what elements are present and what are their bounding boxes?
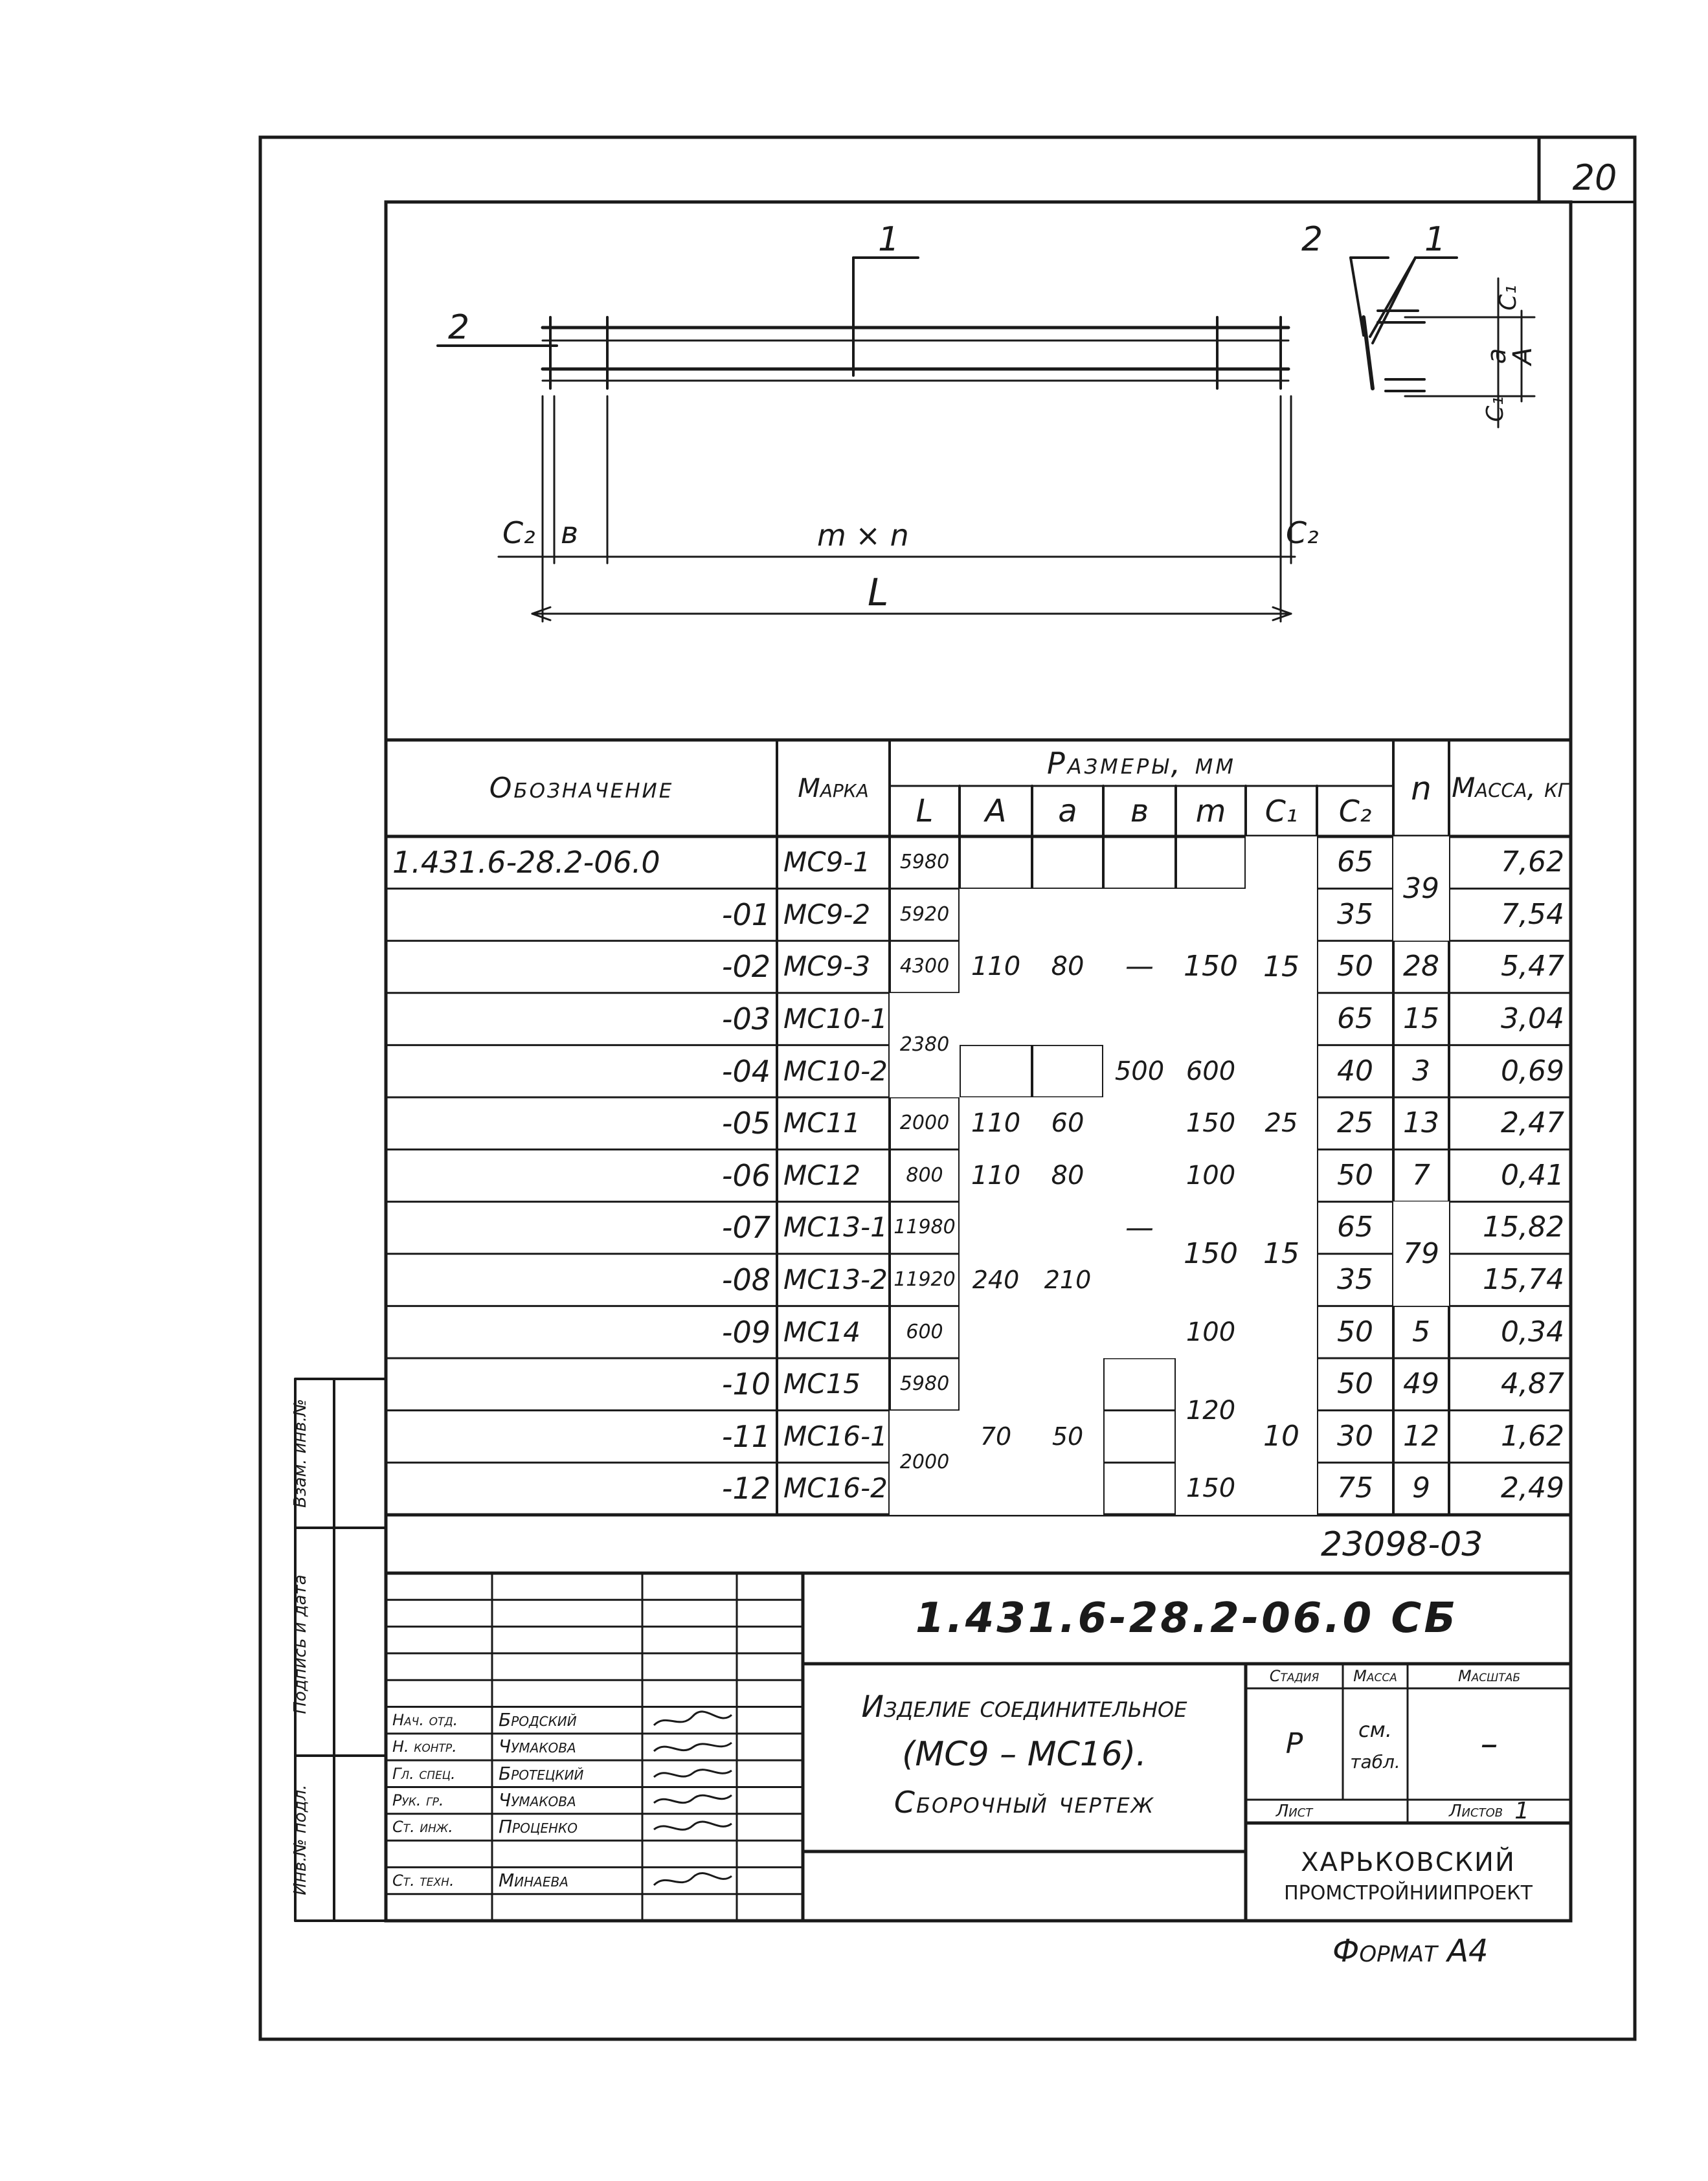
- handwritten-signature: [647, 1707, 738, 1734]
- cell-mass: 2,49: [1501, 1471, 1564, 1505]
- side-label-c1-bottom: C₁: [1482, 396, 1509, 422]
- signature-role: Гл. спец.: [392, 1764, 456, 1783]
- side-callout-2: 2: [1301, 220, 1323, 259]
- cell-n: 28: [1403, 950, 1439, 983]
- cell-L: 5980: [899, 1372, 950, 1396]
- merged-cell-a-60-05: 60: [1032, 1097, 1103, 1150]
- cell-designation: -06: [721, 1158, 770, 1193]
- cell-c2: 50: [1337, 1158, 1373, 1192]
- cell-n: 49: [1403, 1367, 1439, 1401]
- merged-cell-a-80-06: 80: [1032, 1150, 1103, 1202]
- handwritten-signature: [647, 1734, 738, 1760]
- cell-n: 12: [1403, 1419, 1439, 1453]
- merged-cell-c1-15-top: 15: [1246, 836, 1317, 1097]
- merged-cell-c1-25-05: 25: [1246, 1097, 1317, 1150]
- side-stamp-inventory-label: Инв.№ подл.: [291, 1784, 310, 1896]
- cell-L: 600: [906, 1320, 943, 1343]
- cell-designation: 1.431.6-28.2-06.0: [392, 845, 660, 880]
- dim-label-mxn: m × n: [817, 518, 909, 553]
- handwritten-signature: [647, 1814, 738, 1840]
- format-label: Формат А4: [1332, 1933, 1489, 1969]
- signature-name: Минаева: [499, 1870, 568, 1892]
- sheet-number: 20: [1572, 157, 1617, 198]
- merged-cell-m-600: 600: [1176, 1045, 1246, 1097]
- cell-L: 11920: [893, 1268, 956, 1292]
- cell-c2: 65: [1337, 1002, 1373, 1036]
- cell-mark: МС13-2: [783, 1264, 888, 1296]
- cell-designation: -08: [721, 1262, 770, 1298]
- document-code: 1.431.6-28.2-06.0 СБ: [915, 1594, 1459, 1642]
- cell-designation: -12: [721, 1471, 770, 1506]
- merged-cell-a-210: 210: [1032, 1202, 1103, 1358]
- cell-c2: 75: [1337, 1471, 1373, 1505]
- cell-mass: 0,34: [1501, 1315, 1564, 1348]
- cell-mark: МС10-2: [783, 1055, 888, 1087]
- merged-cell-L-2000: 2000: [890, 1411, 960, 1515]
- cell-designation: -07: [721, 1210, 770, 1246]
- cell-L: 800: [906, 1163, 943, 1187]
- stage-value: Р: [1285, 1727, 1303, 1760]
- cell-designation: -03: [721, 1001, 770, 1037]
- item-name-line3: Сборочный чертеж: [893, 1785, 1155, 1820]
- merged-cell-m-100-09: 100: [1176, 1306, 1246, 1358]
- side-stamp-replacement-label: Взам. инв.№: [291, 1398, 310, 1508]
- signature-name: Чумакова: [499, 1736, 576, 1758]
- item-name-line1: Изделие соединительное: [861, 1689, 1187, 1724]
- cell-L: 2000: [899, 1112, 950, 1135]
- signature-role: Ст. техн.: [392, 1872, 455, 1890]
- cell-c2: 50: [1337, 1315, 1373, 1348]
- cell-mass: 0,69: [1501, 1054, 1564, 1088]
- merged-cell-a-50: 50: [1032, 1358, 1103, 1515]
- cell-mark: МС9-1: [783, 846, 871, 878]
- item-name-line2: (МС9 – МС16).: [902, 1735, 1147, 1774]
- side-label-a: a: [1482, 348, 1512, 364]
- scale-label: Масштаб: [1457, 1667, 1521, 1685]
- cell-mark: МС9-2: [783, 898, 871, 930]
- dim-label-c2-right: C₂: [1286, 515, 1319, 550]
- cell-mass: 15,82: [1483, 1211, 1564, 1244]
- cell-mass: 7,62: [1501, 845, 1564, 879]
- cell-designation: -04: [721, 1053, 770, 1089]
- merged-cell-A-110-06: 110: [960, 1150, 1032, 1202]
- header-A: A: [985, 793, 1007, 829]
- mass-value-line1: см.: [1358, 1717, 1392, 1742]
- cell-mass: 2,47: [1501, 1106, 1564, 1140]
- merged-cell-b-dash-mid: —: [1103, 1097, 1176, 1358]
- cell-mark: МС16-2: [783, 1472, 888, 1504]
- cell-c2: 40: [1337, 1054, 1373, 1088]
- sheet-label: Лист: [1275, 1802, 1313, 1821]
- side-label-A: A: [1508, 347, 1538, 365]
- dim-label-L: L: [868, 570, 889, 614]
- merged-cell-n-39: 39: [1393, 836, 1449, 941]
- side-stamp-signature-date-label: Подпись и дата: [291, 1574, 310, 1714]
- merged-cell-n-79: 79: [1393, 1202, 1449, 1306]
- cell-c2: 35: [1337, 897, 1373, 931]
- cell-mass: 1,62: [1501, 1419, 1564, 1453]
- merged-cell-A-70: 70: [960, 1358, 1032, 1515]
- cell-n: 3: [1412, 1054, 1430, 1088]
- signature-role: Ст. инж.: [392, 1818, 453, 1837]
- cell-L: 4300: [899, 955, 950, 978]
- cell-c2: 35: [1337, 1263, 1373, 1297]
- cell-n: 15: [1403, 1002, 1439, 1036]
- cell-designation: -10: [721, 1367, 770, 1402]
- cell-mark: МС13-1: [783, 1211, 888, 1244]
- cell-mark: МС16-1: [783, 1420, 888, 1452]
- cell-L: 5980: [899, 851, 950, 874]
- cell-mark: МС12: [783, 1159, 861, 1191]
- merged-cell-A-240: 240: [960, 1202, 1032, 1358]
- assembly-sketch: [438, 258, 1295, 621]
- header-b: в: [1130, 793, 1149, 829]
- merged-cell-a-80-top: 80: [1032, 889, 1103, 1046]
- signature-role: Нач. отд.: [392, 1711, 458, 1730]
- merged-cell-L-2380: 2380: [890, 993, 960, 1097]
- signature-name: Проценко: [499, 1816, 578, 1838]
- side-callout-1: 1: [1424, 220, 1446, 259]
- item-name: [803, 1664, 1246, 1851]
- mass-value: [1343, 1688, 1408, 1800]
- cell-n: 7: [1412, 1158, 1430, 1192]
- cell-designation: -02: [721, 949, 770, 985]
- handwritten-signature: [647, 1760, 738, 1787]
- signature-name: [492, 1840, 642, 1867]
- header-designation: Обозначение: [489, 771, 674, 805]
- cell-c2: 50: [1337, 950, 1373, 983]
- stage-label: Стадия: [1269, 1667, 1320, 1685]
- cell-mark: МС9-3: [783, 950, 871, 983]
- cell-n: 13: [1403, 1106, 1439, 1140]
- header-c1: C₁: [1264, 794, 1298, 829]
- cell-mark: МС15: [783, 1368, 861, 1400]
- signature-name: Бротецкий: [499, 1762, 584, 1784]
- cell-c2: 65: [1337, 845, 1373, 879]
- cell-c2: 25: [1337, 1106, 1373, 1140]
- callout-2: 2: [448, 308, 470, 347]
- cell-n: 9: [1412, 1471, 1430, 1505]
- cell-mass: 0,41: [1501, 1158, 1564, 1192]
- mass-label: Масса: [1353, 1667, 1397, 1685]
- header-n: n: [1411, 769, 1432, 807]
- sheets-value: 1: [1514, 1798, 1529, 1824]
- merged-cell-c1-10: 10: [1246, 1358, 1317, 1515]
- cell-mass: 5,47: [1501, 950, 1564, 983]
- signature-name: Чумакова: [499, 1789, 576, 1811]
- header-m: m: [1195, 793, 1226, 829]
- cell-mass: 4,87: [1501, 1367, 1564, 1401]
- side-label-c1-top: C₁: [1495, 285, 1522, 311]
- callout-1: 1: [878, 220, 900, 259]
- merged-cell-m-150-mid: 150: [1176, 1202, 1246, 1306]
- organization-line1: ХАРЬКОВСКИЙ: [1301, 1848, 1516, 1877]
- merged-cell-b-dash-top: —: [1103, 889, 1176, 1046]
- signature-role: [386, 1840, 492, 1867]
- merged-cell-m-150-top: 150: [1176, 889, 1246, 1046]
- merged-cell-A-110-top: 110: [960, 889, 1032, 1046]
- cell-L: 5920: [899, 902, 950, 926]
- merged-cell-m-150-12: 150: [1176, 1462, 1246, 1515]
- cell-c2: 50: [1337, 1367, 1373, 1401]
- archive-number: 23098-03: [1321, 1525, 1483, 1564]
- header-mass: Масса, кг: [1452, 772, 1568, 804]
- merged-cell-m-150-05: 150: [1176, 1097, 1246, 1150]
- dim-label-b: в: [561, 515, 579, 550]
- signature-role: Н. контр.: [392, 1738, 457, 1756]
- cell-mark: МС10-1: [783, 1003, 888, 1035]
- sheets-label-text: Листов: [1448, 1802, 1503, 1821]
- cell-designation: -09: [721, 1314, 770, 1350]
- organization: [1246, 1823, 1571, 1921]
- cell-c2: 65: [1337, 1211, 1373, 1244]
- merged-cell-m-100-06: 100: [1176, 1150, 1246, 1202]
- cell-mass: 7,54: [1501, 897, 1564, 931]
- header-L: L: [916, 793, 934, 829]
- header-mark: Марка: [798, 773, 869, 803]
- cell-mass: 15,74: [1483, 1263, 1564, 1297]
- cell-mark: МС14: [783, 1315, 861, 1348]
- cell-mark: МС11: [783, 1107, 861, 1139]
- scale-value: –: [1480, 1723, 1498, 1764]
- mass-value-line2: табл.: [1350, 1751, 1400, 1773]
- merged-cell-m-120: 120: [1176, 1358, 1246, 1462]
- handwritten-signature: [647, 1867, 738, 1894]
- cell-designation: -05: [721, 1106, 770, 1141]
- signature-role: Рук. гр.: [392, 1791, 444, 1810]
- handwritten-signature: [647, 1787, 738, 1813]
- cell-n: 5: [1412, 1315, 1430, 1348]
- cell-designation: -01: [721, 897, 770, 932]
- dim-label-c2-left: C₂: [502, 515, 535, 550]
- cell-designation: -11: [721, 1418, 770, 1454]
- signature-name: Бродский: [499, 1709, 577, 1731]
- header-c2: C₂: [1338, 794, 1372, 829]
- header-a: a: [1058, 793, 1077, 829]
- merged-cell-b-500: 500: [1103, 1045, 1176, 1097]
- header-sizes: Размеры, мм: [1047, 745, 1236, 781]
- organization-line2: ПРОМСТРОЙНИИПРОЕКТ: [1284, 1882, 1533, 1905]
- cell-L: 11980: [893, 1216, 956, 1239]
- sheets-label: [1408, 1800, 1571, 1823]
- merged-cell-A-110-05: 110: [960, 1097, 1032, 1150]
- cell-mass: 3,04: [1501, 1002, 1564, 1036]
- cell-c2: 30: [1337, 1419, 1373, 1453]
- merged-cell-c1-15-mid: 15: [1246, 1150, 1317, 1358]
